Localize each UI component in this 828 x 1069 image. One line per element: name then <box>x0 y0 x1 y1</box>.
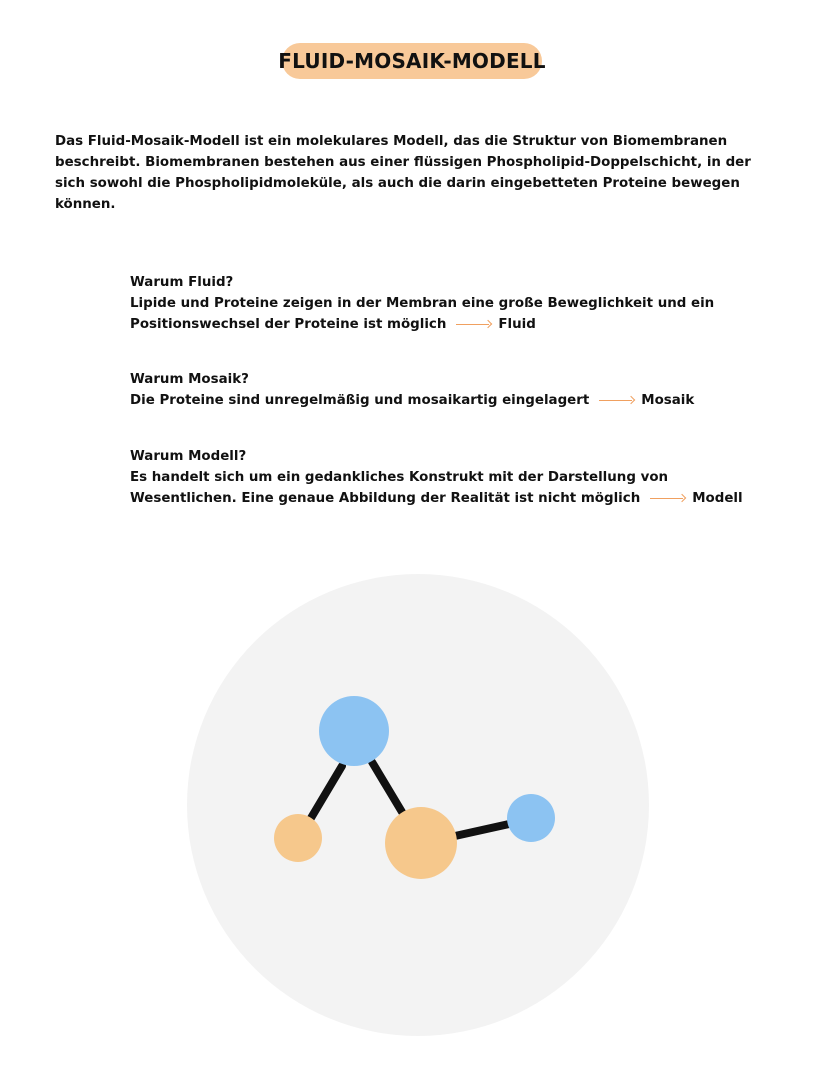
arrow-right-icon <box>599 395 635 405</box>
section-mosaik <box>130 369 770 411</box>
section-heading: Warum Mosaik? <box>130 372 249 387</box>
section-text: Wesentlichen. Eine genaue Abbildung der Realität ist nicht möglich <box>130 491 641 506</box>
section-text-end <box>130 488 770 509</box>
section-result: Fluid <box>498 317 536 332</box>
atom-large-orange <box>385 807 457 879</box>
section-text: Es handelt sich um ein gedankliches Konstrukt mit der Darstellung von <box>130 470 669 485</box>
atom-small-orange <box>274 814 322 862</box>
section-text: Lipide und Proteine zeigen in der Membran eine große Beweglichkeit und ein <box>130 296 715 311</box>
section-fluid <box>130 272 770 335</box>
section-result: Modell <box>692 491 743 506</box>
intro-paragraph: Das Fluid-Mosaik-Modell ist ein molekulares Modell, das die Struktur von Biomembranen beschreibt. Biomembranen bestehen aus einer flüssigen Phospholipid-Doppelschicht, in der sich sowohl die Phospholipidmoleküle, als auch die darin eingebetteten Proteine bewegen können. <box>55 134 751 212</box>
arrow-right-icon <box>650 493 686 503</box>
section-modell <box>130 446 770 509</box>
section-text: Die Proteine sind unregelmäßig und mosaikartig eingelagert <box>130 393 590 408</box>
section-result: Mosaik <box>641 393 695 408</box>
atom-small-blue <box>507 794 555 842</box>
atom-large-blue <box>319 696 389 766</box>
page-title: FLUID-MOSAIK-MODELL <box>282 43 542 79</box>
molecule-illustration <box>187 574 649 1036</box>
section-text-end <box>130 314 770 335</box>
arrow-right-icon <box>456 319 492 329</box>
section-heading: Warum Fluid? <box>130 275 234 290</box>
background-circle <box>187 574 649 1036</box>
section-heading: Warum Modell? <box>130 449 247 464</box>
section-text: Positionswechsel der Proteine ist möglich <box>130 317 447 332</box>
section-text-end <box>130 390 770 411</box>
